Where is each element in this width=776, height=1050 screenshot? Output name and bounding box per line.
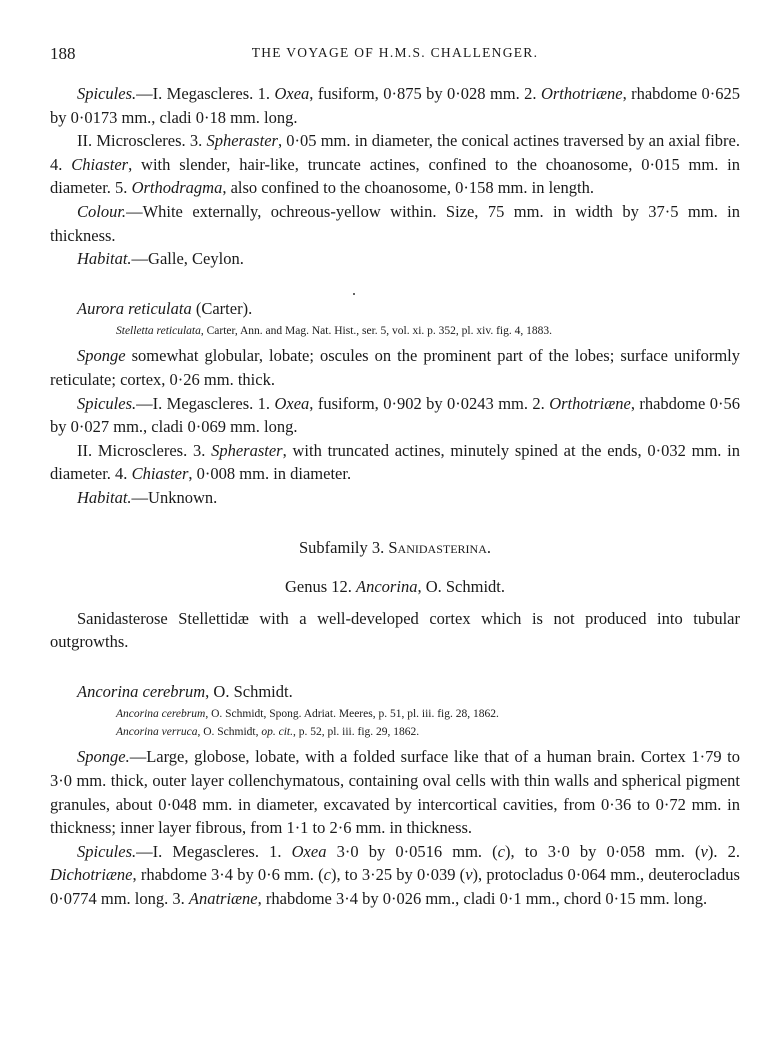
genus-description: Sanidasterose Stellettidæ with a well-developed cortex which is not produced into tubular outgrowths. — [50, 608, 740, 652]
genus-heading: Genus 12. Ancorina, O. Schmidt. — [284, 577, 505, 597]
paragraph-habitat: Habitat.—Galle, Ceylon. — [77, 249, 244, 269]
paragraph-spicules: Spicules.—I. Megascleres. 1. Oxea, fusiform, 0·902 by 0·0243 mm. 2. Orthotriæne, rhabdome 0·56 by 0·027 mm., cladi 0·069 mm. long. — [50, 393, 740, 437]
synonym-reference: Ancorina cerebrum, O. Schmidt, Spong. Adriat. Meeres, p. 51, pl. iii. fig. 28, 1862. — [116, 708, 499, 721]
paragraph-microscleres: II. Microscleres. 3. Spheraster, 0·05 mm. in diameter, the conical actines traversed by an axial fibre. 4. Chiaster, with slender, hair-like, truncate actines, confined to the choanosome, 0·015 mm. in diameter. 5. Orthodragma, also confined to the choanosome, 0·158 mm. in length. — [50, 131, 741, 198]
page-header — [50, 44, 740, 66]
paragraph-microscleres: II. Microscleres. 3. Spheraster, with truncated actines, minutely spined at the ends, 0·032 mm. in diameter. 4. Chiaster, 0·008 mm. in diameter. — [50, 440, 740, 484]
paragraph-sponge: Sponge somewhat globular, lobate; oscules on the prominent part of the lobes; surface uniformly reticulate; cortex, 0·26 mm. thick. — [50, 346, 740, 389]
synonym-reference: Stelletta reticulata, Carter, Ann. and Mag. Nat. Hist., ser. 5, vol. xi. p. 352, pl. xiv. fig. 4, 1883. — [116, 325, 552, 338]
synonym-reference: Ancorina verruca, O. Schmidt, op. cit., p. 52, pl. iii. fig. 29, 1862. — [116, 726, 420, 739]
species-heading: Ancorina cerebrum, O. Schmidt. — [77, 681, 293, 701]
page-body — [50, 82, 740, 911]
paragraph-spicules: Spicules.—I. Megascleres. 1. Oxea 3·0 by 0·0516 mm. (c), to 3·0 by 0·058 mm. (v). 2. Dichotriæne, rhabdome 3·4 by 0·6 mm. (c), to 3·25 by 0·039 (v), protocladus 0·064 mm., deuterocladus 0·0774 mm. long. 3. Anatriæne, rhabdome 3·4 by 0·026 mm., cladi 0·1 mm., chord 0·15 mm. long. — [50, 841, 741, 909]
species-heading: Aurora reticulata (Carter). — [77, 298, 253, 318]
page-number: 188 — [50, 44, 76, 63]
paragraph-colour: Colour.—White externally, ochreous-yellow within. Size, 75 mm. in width by 37·5 mm. in thickness. — [50, 201, 740, 245]
paragraph-habitat: Habitat.—Unknown. — [77, 487, 218, 507]
paragraph-sponge: Sponge.—Large, globose, lobate, with a folded surface like that of a human brain. Cortex 1·79 to 3·0 mm. thick, outer layer collenchymatous, containing oval cells with thin walls and spherical pigment granules, about 0·048 mm. in diameter, excavated by intercortical cavities, from 0·36 to 0·72 mm. in thickness; inner layer fibrous, from 1·1 to 2·6 mm. in thickness. — [50, 747, 740, 838]
subfamily-heading: Subfamily 3. Sanidasterina. — [298, 537, 491, 557]
running-head: THE VOYAGE OF H.M.S. CHALLENGER. — [251, 45, 539, 60]
paragraph-spicules: Spicules.—I. Megascleres. 1. Oxea, fusiform, 0·875 by 0·028 mm. 2. Orthotriæne, rhabdome 0·625 by 0·0173 mm., cladi 0·18 mm. long. — [50, 84, 740, 127]
